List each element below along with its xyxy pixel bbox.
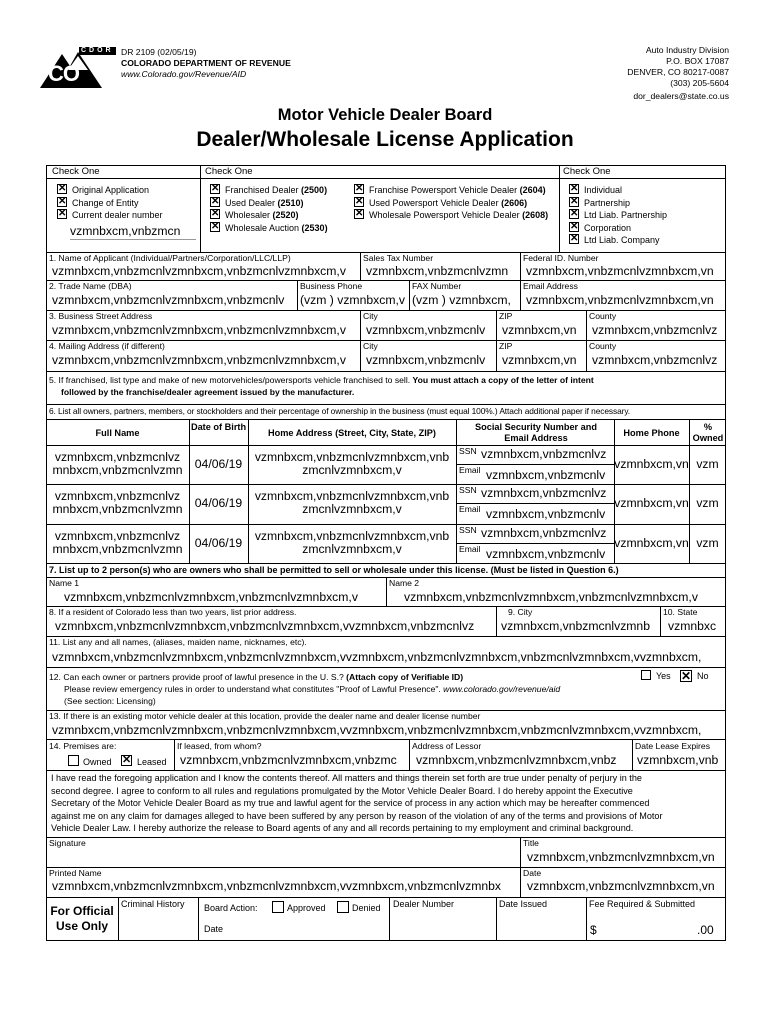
q6-text: 6. List all owners, partners, members, or stockholders and their percentage of ownership in the business (must equal 100%.) Attach additional paper if necessary. — [49, 406, 631, 416]
current-dealer-number-checkbox[interactable]: ✕ — [58, 208, 67, 219]
col-full-name: Full Name — [95, 428, 140, 438]
county-label: County — [589, 311, 617, 321]
col-dob: Date of Birth — [190, 422, 247, 432]
approved-checkbox[interactable] — [272, 901, 284, 913]
owner-phone[interactable]: vzmnbxcm,vn — [614, 496, 689, 511]
q8-label: 8. If a resident of Colorado less than two years, list prior address. — [49, 607, 297, 617]
q9-label: 9. City — [508, 607, 533, 617]
franchised-dealer-checkbox[interactable]: ✕ — [211, 183, 220, 194]
business-street[interactable]: vzmnbxcm,vnbzmcnlvzmnbxcm,vnbzmcnlvzmnbxcm,v — [52, 323, 346, 337]
printed-name-label: Printed Name — [49, 868, 102, 878]
q5-text: 5. If franchised, list type and make of new motorvehicles/powersports vehicle franchised to sell. You must attach a copy of the letter of intent — [49, 375, 594, 385]
owner-percent[interactable]: vzm — [696, 496, 719, 511]
owner-address[interactable]: vzmnbxcm,vnbzmcnlvzmnbxcm,vnb zmcnlvzmnbxcm,v — [254, 489, 450, 517]
franchise-powersport-checkbox[interactable]: ✕ — [355, 183, 364, 194]
official-date-label: Date — [204, 924, 224, 934]
used-dealer-label: Used Dealer (2510) — [225, 197, 304, 208]
address-line: (303) 205-5604 — [670, 78, 729, 88]
used-powersport-label: Used Powersport Vehicle Dealer (2606) — [369, 197, 528, 208]
title-label: Title — [523, 838, 539, 848]
franchised-dealer-label: Franchised Dealer (2500) — [225, 185, 328, 195]
no-label: No — [697, 671, 709, 681]
business-city[interactable]: vzmnbxcm,vnbzmcnlv — [366, 323, 486, 337]
trade-name[interactable]: vzmnbxcm,vnbzmcnlvzmnbxcm,vnbzmcnlv — [52, 293, 285, 307]
approved-label: Approved — [287, 903, 326, 913]
owner-address[interactable]: vzmnbxcm,vnbzmcnlvzmnbxcm,vnb zmcnlvzmnbxcm,v — [254, 528, 450, 556]
q12-text: 12. Can each owner or partners provide proof of lawful presence in the U. S.? (Attach copy of Verifiable ID) — [49, 672, 464, 682]
lessor-address-label: Address of Lessor — [412, 741, 482, 751]
owner-full-name[interactable]: vzmnbxcm,vnbzmcnlvz mnbxcm,vnbzmcnlvzmn — [52, 528, 183, 556]
lease-expires-label: Date Lease Expires — [635, 741, 710, 751]
owned-checkbox[interactable] — [68, 755, 79, 766]
individual-label: Individual — [584, 185, 623, 195]
prior-address[interactable]: vzmnbxcm,vnbzmcnlvzmnbxcm,vnbzmcnlvzmnbxcm,vvzmnbxcm,vnbzmcnlvz — [55, 619, 475, 633]
official-use-title: For Official Use Only — [50, 904, 114, 933]
ssn-tag: SSN — [459, 524, 477, 535]
fax-label: FAX Number — [412, 281, 462, 291]
date-issued-label: Date Issued — [499, 899, 548, 909]
owner-ssn[interactable]: vzmnbxcm,vnbzmcnlvz — [481, 486, 607, 501]
date-label: Date — [523, 868, 542, 878]
owner-dob[interactable]: 04/06/19 — [194, 535, 243, 550]
prior-state[interactable]: vzmnbxc — [668, 619, 717, 633]
q14-label: 14. Premises are: — [49, 741, 117, 751]
mailing-city[interactable]: vzmnbxcm,vnbzmcnlv — [366, 353, 486, 367]
title-value[interactable]: vzmnbxcm,vnbzmcnlvzmnbxcm,vn — [527, 850, 715, 864]
signature-date[interactable]: vzmnbxcm,vnbzmcnlvzmnbxcm,vn — [527, 879, 715, 893]
page-title: Dealer/Wholesale License Application — [196, 128, 574, 151]
owner-phone[interactable]: vzmnbxcm,vn — [614, 457, 689, 471]
name1-label: Name 1 — [49, 578, 80, 588]
county-label: County — [589, 341, 617, 351]
q2-label: 2. Trade Name (DBA) — [49, 281, 132, 291]
used-powersport-checkbox[interactable]: ✕ — [355, 195, 364, 207]
owner-ssn[interactable]: vzmnbxcm,vnbzmcnlvz — [481, 447, 607, 461]
ltd-liab-company-label: Ltd Liab. Company — [584, 235, 660, 245]
dealer-number-label: Dealer Number — [393, 899, 455, 909]
ltd-liab-partnership-label: Ltd Liab. Partnership — [584, 210, 668, 220]
declaration-text: I have read the foregoing application and I know the contents thereof. All matters and things therein set forth are true under penalty of perjury in the second degree. I agree to conform to all rules and regulations promulgated by the Motor Vehicle Dealer Board. I do hereby appoint the Executive Secretary of the Motor Vehicle Dealer Board as my true and lawful agent for the service of process in any action which may be hereafter commenced against me on any claim for damages alleged to have been suffered by any person by reason of the violation of any of the terms and provisions of Motor Vehicle Dealer Law. I hereby authorize the release to Board agents of any and all records pertaining to my employment and criminal background. — [51, 773, 663, 833]
lease-expires[interactable]: vzmnbxcm,vnb — [637, 753, 719, 767]
logo-co: CO — [48, 61, 79, 86]
lessor-name[interactable]: vzmnbxcm,vnbzmcnlvzmnbxcm,vnbzmc — [180, 753, 397, 767]
wholesale-auction-checkbox[interactable]: ✕ — [211, 220, 220, 232]
lawful-no-checkbox[interactable]: ✕ — [681, 669, 692, 683]
col-ssn-email: Social Security Number and Email Address — [474, 422, 598, 443]
logo-letters: CDOR — [81, 47, 114, 54]
fee-cents[interactable]: .00 — [697, 923, 714, 937]
existing-dealer[interactable]: vzmnbxcm,vnbzmcnlvzmnbxcm,vnbzmcnlvzmnbxcm,vvzmnbxcm,vnbzmcnlvzmnbxcm,vnbzmcnlvzmnbxcm,vvzmnbxcm, — [52, 723, 702, 737]
mailing-street[interactable]: vzmnbxcm,vnbzmcnlvzmnbxcm,vnbzmcnlvzmnbxcm,v — [52, 353, 346, 367]
form-number: DR 2109 (02/05/19) — [121, 47, 197, 57]
wholesale-powersport-checkbox[interactable]: ✕ — [355, 208, 364, 219]
col-home-address: Home Address (Street, City, State, ZIP) — [268, 428, 436, 438]
seller-name-1[interactable]: vzmnbxcm,vnbzmcnlvzmnbxcm,vnbzmcnlvzmnbxcm,v — [64, 590, 358, 604]
federal-id-label: Federal ID. Number — [523, 253, 599, 263]
federal-id-number[interactable]: vzmnbxcm,vnbzmcnlvzmnbxcm,vn — [526, 264, 714, 278]
contact-email[interactable]: dor_dealers@state.co.us — [633, 91, 729, 101]
email-tag: Email — [459, 543, 481, 554]
partnership-checkbox[interactable]: ✕ — [570, 195, 579, 207]
q13-label: 13. If there is an existing motor vehicle dealer at this location, provide the dealer name and dealer license number — [49, 711, 481, 721]
wholesale-auction-label: Wholesale Auction (2530) — [225, 222, 328, 233]
yes-label: Yes — [656, 671, 671, 681]
sales-tax-label: Sales Tax Number — [363, 253, 434, 263]
ltd-liab-company-checkbox[interactable]: ✕ — [570, 233, 579, 244]
ssn-tag: SSN — [459, 485, 477, 496]
change-of-entity-checkbox[interactable]: ✕ — [58, 195, 67, 207]
zip-label: ZIP — [499, 311, 513, 321]
fax-number[interactable]: (vzm ) vzmnbxcm, — [412, 293, 511, 307]
corporation-label: Corporation — [584, 222, 632, 233]
denied-label: Denied — [352, 903, 381, 913]
name2-label: Name 2 — [389, 578, 420, 588]
business-phone[interactable]: (vzm ) vzmnbxcm,v — [300, 293, 405, 307]
seller-name-2[interactable]: vzmnbxcm,vnbzmcnlvzmnbxcm,vnbzmcnlvzmnbxcm,v — [404, 590, 698, 604]
board-action-label: Board Action: — [204, 903, 258, 913]
leased-checkbox[interactable]: ✕ — [122, 754, 132, 766]
current-dealer-number-label: Current dealer number — [72, 210, 163, 220]
signature-field[interactable] — [49, 850, 517, 866]
owner-dob[interactable]: 04/06/19 — [194, 457, 243, 471]
board-title: Motor Vehicle Dealer Board — [277, 106, 493, 124]
department-name: COLORADO DEPARTMENT OF REVENUE — [121, 58, 291, 68]
wholesaler-checkbox[interactable]: ✕ — [211, 208, 220, 219]
email-tag: Email — [459, 465, 481, 475]
individual-checkbox[interactable]: ✕ — [570, 183, 579, 194]
q4-label: 4. Mailing Address (if different) — [49, 341, 165, 351]
owner-dob[interactable]: 04/06/19 — [194, 496, 243, 511]
used-dealer-checkbox[interactable]: ✕ — [211, 195, 220, 207]
lawful-yes-checkbox[interactable] — [641, 670, 651, 680]
denied-checkbox[interactable] — [337, 901, 349, 913]
change-of-entity-label: Change of Entity — [72, 197, 139, 208]
signature-label: Signature — [49, 838, 86, 848]
q7-label: 7. List up to 2 person(s) who are owners who shall be permitted to sell or wholesale under this license. (Must be listed in Question 6.) — [49, 565, 619, 575]
mailing-zip[interactable]: vzmnbxcm,vn — [502, 353, 577, 367]
lease-from-label: If leased, from whom? — [177, 741, 262, 751]
q12-line2: Please review emergency rules in order to understand what constitutes "Proof of Lawful Presence". www.colorado.gov/revenue/aid — [64, 684, 561, 694]
fee-dollar: $ — [590, 923, 597, 937]
q12-line3: (See section: Licensing) — [64, 696, 156, 706]
owned-label: Owned — [83, 757, 112, 767]
ltd-liab-partnership-checkbox[interactable]: ✕ — [570, 208, 579, 219]
email-tag: Email — [459, 504, 481, 515]
q5-text-line2: followed by the franchise/dealer agreement issued by the manufacturer. — [61, 387, 355, 397]
email-address[interactable]: vzmnbxcm,vnbzmcnlvzmnbxcm,vn — [526, 293, 714, 307]
applicant-name[interactable]: vzmnbxcm,vnbzmcnlvzmnbxcm,vnbzmcnlvzmnbxcm,v — [52, 264, 346, 278]
lessor-address[interactable]: vzmnbxcm,vnbzmcnlvzmnbxcm,vnbz — [416, 753, 617, 767]
leased-label: Leased — [137, 757, 167, 767]
owner-email[interactable]: vzmnbxcm,vnbzmcnlv — [486, 546, 606, 561]
corporation-checkbox[interactable]: ✕ — [570, 220, 579, 232]
check-one-header: Check One — [52, 166, 100, 177]
address-line: DENVER, CO 80217-0087 — [627, 67, 729, 77]
ssn-tag: SSN — [459, 446, 477, 456]
q1-label: 1. Name of Applicant (Individual/Partners/Corporation/LLC/LLP) — [49, 253, 291, 263]
address-line: P.O. BOX 17087 — [666, 56, 729, 66]
sales-tax-number[interactable]: vzmnbxcm,vnbzmcnlvzmn — [366, 264, 509, 278]
owner-address[interactable]: vzmnbxcm,vnbzmcnlvzmnbxcm,vnb zmcnlvzmnbxcm,v — [254, 450, 450, 477]
aliases[interactable]: vzmnbxcm,vnbzmcnlvzmnbxcm,vnbzmcnlvzmnbxcm,vvzmnbxcm,vnbzmcnlvzmnbxcm,vnbzmcnlvzmnbxcm,vvzmnbxcm, — [52, 650, 702, 664]
partnership-label: Partnership — [584, 197, 631, 208]
printed-name[interactable]: vzmnbxcm,vnbzmcnlvzmnbxcm,vnbzmcnlvzmnbxcm,vvzmnbxcm,vnbzmcnlvzmnbx — [52, 879, 501, 893]
owner-percent[interactable]: vzm — [696, 457, 719, 471]
owner-email[interactable]: vzmnbxcm,vnbzmcnlv — [486, 468, 606, 482]
original-application-label: Original Application — [72, 185, 150, 195]
col-home-phone: Home Phone — [623, 428, 680, 438]
business-county[interactable]: vzmnbxcm,vnbzmcnlvz — [592, 323, 718, 337]
prior-city[interactable]: vzmnbxcm,vnbzmcnlvzmnb — [501, 619, 650, 633]
zip-label: ZIP — [499, 341, 513, 351]
q11-label: 11. List any and all names, (aliases, maiden name, nicknames, etc). — [49, 637, 307, 647]
q10-label: 10. State — [663, 607, 698, 617]
owner-percent[interactable]: vzm — [696, 535, 719, 550]
owner-ssn[interactable]: vzmnbxcm,vnbzmcnlvz — [481, 525, 607, 540]
city-label: City — [363, 311, 378, 321]
wholesaler-label: Wholesaler (2520) — [225, 210, 299, 220]
owner-email[interactable]: vzmnbxcm,vnbzmcnlv — [486, 507, 606, 522]
owner-full-name[interactable]: vzmnbxcm,vnbzmcnlvz mnbxcm,vnbzmcnlvzmn — [52, 450, 183, 477]
check-one-header: Check One — [563, 166, 611, 177]
current-dealer-number[interactable]: vzmnbxcm,vnbzmcn — [70, 224, 181, 238]
owner-full-name[interactable]: vzmnbxcm,vnbzmcnlvz mnbxcm,vnbzmcnlvzmn — [52, 489, 183, 517]
col-pct-owned: % Owned — [692, 422, 724, 443]
fee-label: Fee Required & Submitted — [589, 899, 696, 909]
check-one-header: Check One — [205, 166, 253, 177]
criminal-history-label: Criminal History — [121, 899, 185, 909]
mailing-county[interactable]: vzmnbxcm,vnbzmcnlvz — [592, 353, 718, 367]
business-zip[interactable]: vzmnbxcm,vn — [502, 323, 577, 337]
wholesale-powersport-label: Wholesale Powersport Vehicle Dealer (2608) — [369, 210, 549, 220]
city-label: City — [363, 341, 378, 351]
q3-label: 3. Business Street Address — [49, 311, 153, 321]
address-line: Auto Industry Division — [645, 45, 729, 55]
department-website: www.Colorado.gov/Revenue/AID — [121, 69, 247, 79]
owner-phone[interactable]: vzmnbxcm,vn — [614, 535, 689, 550]
original-application-checkbox[interactable]: ✕ — [58, 183, 67, 194]
business-phone-label: Business Phone — [300, 281, 363, 291]
email-label: Email Address — [523, 281, 578, 291]
franchise-powersport-label: Franchise Powersport Vehicle Dealer (2604) — [369, 185, 546, 195]
